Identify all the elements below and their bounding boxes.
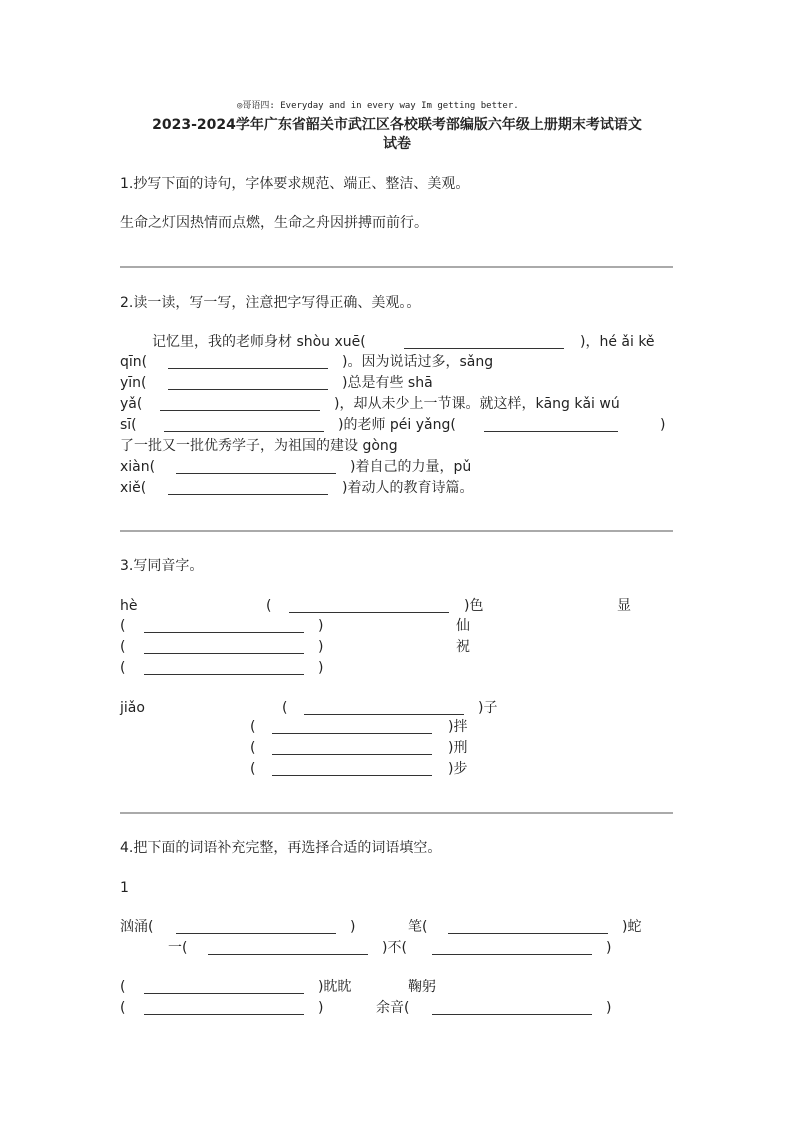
section-divider — [120, 530, 673, 532]
answer-blank[interactable] — [272, 754, 432, 755]
answer-blank[interactable] — [404, 348, 564, 349]
q3-ban: )拌 — [448, 719, 468, 735]
answer-blank[interactable] — [144, 993, 304, 994]
answer-blank[interactable] — [144, 632, 304, 633]
q2-line4-start: yǎ( — [120, 396, 143, 412]
answer-blank[interactable] — [432, 954, 592, 955]
answer-blank[interactable] — [272, 775, 432, 776]
q4-word3: 一( — [168, 940, 188, 956]
q3-zi: )子 — [478, 700, 498, 716]
q4-word4-open: ( — [120, 979, 126, 995]
q3-xing: )刑 — [448, 740, 468, 756]
q4-word2: 笔( — [408, 919, 428, 935]
q2-line8-end: )着动人的教育诗篇。 — [342, 480, 474, 496]
q4-word4: )眈眈 — [318, 979, 352, 995]
q4-word3-mid: )不( — [382, 940, 407, 956]
q2-line7-end: )着自己的力量，pǔ — [350, 459, 472, 475]
answer-blank[interactable] — [432, 1014, 592, 1015]
answer-blank[interactable] — [144, 1014, 304, 1015]
answer-blank[interactable] — [304, 714, 464, 715]
q2-line5-mid: )的老师 péi yǎng( — [338, 417, 456, 433]
section-divider — [120, 266, 673, 268]
q2-line5-start: sī( — [120, 417, 137, 433]
q3-open: ( — [120, 660, 126, 676]
answer-blank[interactable] — [168, 494, 328, 495]
answer-blank[interactable] — [144, 653, 304, 654]
page-title: 2023-2024学年广东省韶关市武江区各校联考部编版六年级上册期末考试语文 — [152, 117, 642, 133]
answer-blank[interactable] — [484, 431, 618, 432]
q3-close: ) — [318, 639, 324, 655]
answer-blank[interactable] — [176, 933, 336, 934]
q3-close: ) — [318, 618, 324, 634]
q3-open: ( — [250, 719, 256, 735]
q2-line5-end: ) — [660, 417, 666, 433]
q4-word1-close: ) — [350, 919, 356, 935]
q4-word5: 鞠躬 — [408, 979, 436, 995]
answer-blank[interactable] — [168, 389, 328, 390]
q4-number: 1 — [120, 880, 129, 896]
q3-prompt: 3.写同音字。 — [120, 558, 204, 574]
answer-blank[interactable] — [144, 674, 304, 675]
answer-blank[interactable] — [168, 368, 328, 369]
answer-blank[interactable] — [164, 431, 324, 432]
q2-line1-end: )，hé ǎi kě — [580, 334, 655, 350]
section-divider — [120, 812, 673, 814]
answer-blank[interactable] — [289, 612, 449, 613]
page-title-cont: 试卷 — [383, 136, 411, 152]
q3-xian-char: 显 — [617, 598, 631, 614]
q4-word2-close: )蛇 — [622, 919, 642, 935]
q2-line3-start: yīn( — [120, 375, 147, 391]
q3-open: ( — [250, 740, 256, 756]
q4-prompt: 4.把下面的词语补充完整，再选择合适的词语填空。 — [120, 840, 442, 856]
q2-line3-end: )总是有些 shā — [342, 375, 433, 391]
q3-open: ( — [250, 761, 256, 777]
answer-blank[interactable] — [176, 473, 336, 474]
q1-prompt: 1.抄写下面的诗句，字体要求规范、端正、整洁、美观。 — [120, 176, 470, 192]
q3-open: ( — [282, 700, 288, 716]
q2-line8-start: xiě( — [120, 480, 147, 496]
answer-blank[interactable] — [160, 410, 320, 411]
q4-word7-close: ) — [606, 1000, 612, 1016]
answer-blank[interactable] — [272, 733, 432, 734]
q3-close: ) — [318, 660, 324, 676]
q3-se: )色 — [464, 598, 484, 614]
q3-open: ( — [120, 639, 126, 655]
q4-word6-open: ( — [120, 1000, 126, 1016]
answer-blank[interactable] — [208, 954, 368, 955]
q4-word6-close: ) — [318, 1000, 324, 1016]
q4-word3-close: ) — [606, 940, 612, 956]
answer-blank[interactable] — [448, 933, 608, 934]
q3-open: ( — [120, 618, 126, 634]
q3-open: ( — [266, 598, 272, 614]
header-motto: ◎哥语四: Everyday and in every way Im getting better. — [237, 101, 519, 111]
q2-prompt: 2.读一读，写一写，注意把字写得正确、美观。。 — [120, 295, 421, 311]
q2-line7-start: xiàn( — [120, 459, 156, 475]
q3-zhu: 祝 — [456, 639, 470, 655]
q3-pinyin-he: hè — [120, 598, 138, 614]
q2-line6: 了一批又一批优秀学子，为祖国的建设 gòng — [120, 438, 398, 454]
q3-xian: 仙 — [456, 618, 470, 634]
q2-line2-end: )。因为说话过多，sǎng — [342, 354, 494, 370]
q2-line1-start: 记忆里，我的老师身材 shòu xuē( — [152, 334, 366, 350]
q2-line4-end: )，却从未少上一节课。就这样，kāng kǎi wú — [334, 396, 620, 412]
q3-bu: )步 — [448, 761, 468, 777]
q4-word1: 汹涌( — [120, 919, 154, 935]
q2-line2-start: qīn( — [120, 354, 148, 370]
q1-poem: 生命之灯因热情而点燃，生命之舟因拼搏而前行。 — [120, 215, 428, 231]
q4-word7: 余音( — [376, 1000, 410, 1016]
q3-pinyin-jiao: jiǎo — [120, 700, 145, 716]
